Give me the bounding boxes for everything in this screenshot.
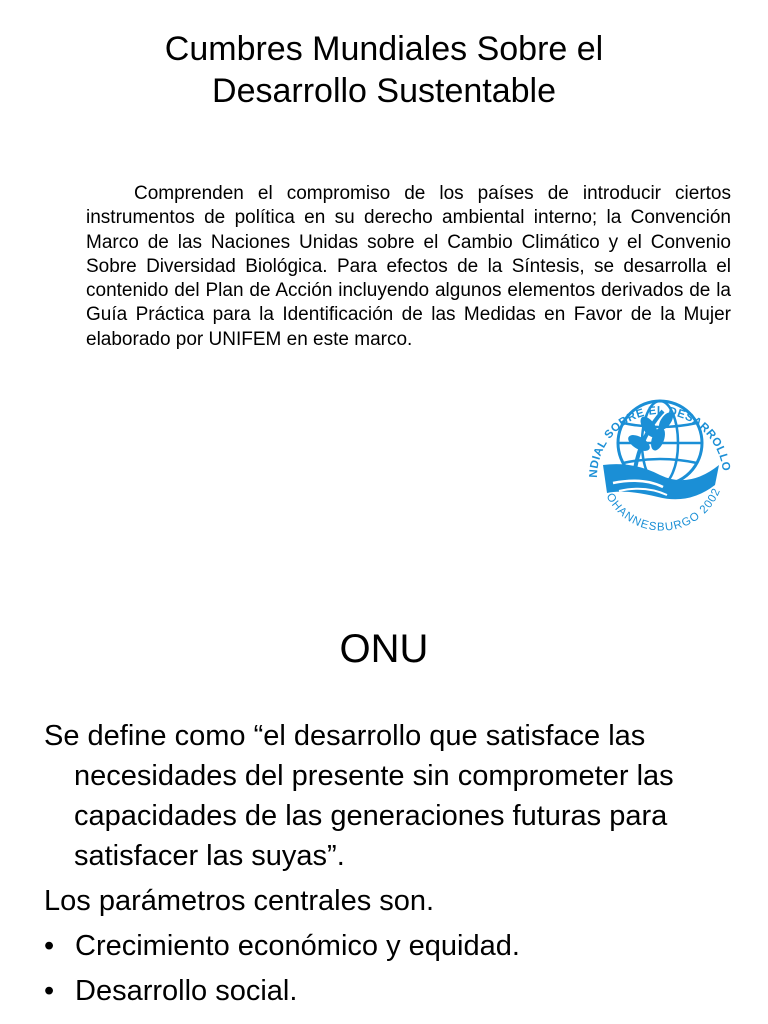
logo-bottom-text: OHANNESBURGO 2002 [603, 486, 724, 534]
slide-2-title: ONU [339, 627, 429, 671]
params-intro-text: Los parámetros centrales son. [44, 885, 435, 917]
summary-paragraph: Comprenden el compromiso de los países de introducir ciertos instrumentos de política en su derecho ambiental interno; la Convención Marco de las Naciones Unidas sobre el Cambio Climático y el Convenio Sobre Diversidad Biológica. Para efectos de la Síntesis, se desarrolla el contenido del Plan de Acción incluyendo algunos elementos derivados de la Guía Práctica para la Identificación de las Medidas en Favor de la Mujer elaborado por UNIFEM en este marco. [86, 183, 731, 350]
logo-top-text: NDIAL SOBRE EL DESARROLLO [587, 404, 732, 479]
slide-2 [0, 600, 768, 1024]
title-line-1: Cumbres Mundiales Sobre el [164, 30, 604, 68]
summit-logo [563, 365, 753, 555]
title-line-2: Desarrollo Sustentable [212, 72, 556, 110]
bullet-item: • Desarrollo social. [44, 971, 744, 1011]
slide-1-title [60, 28, 708, 112]
definition-text: Se define como “el desarrollo que satisface las necesidades del presente sin comprometer las capacidades de las generaciones futuras para satisfacer las suyas”. [44, 720, 674, 872]
johannesburg-2002-logo-icon [563, 365, 753, 555]
content-list [44, 716, 744, 1016]
bullet-item: • Crecimiento económico y equidad. [44, 926, 744, 966]
